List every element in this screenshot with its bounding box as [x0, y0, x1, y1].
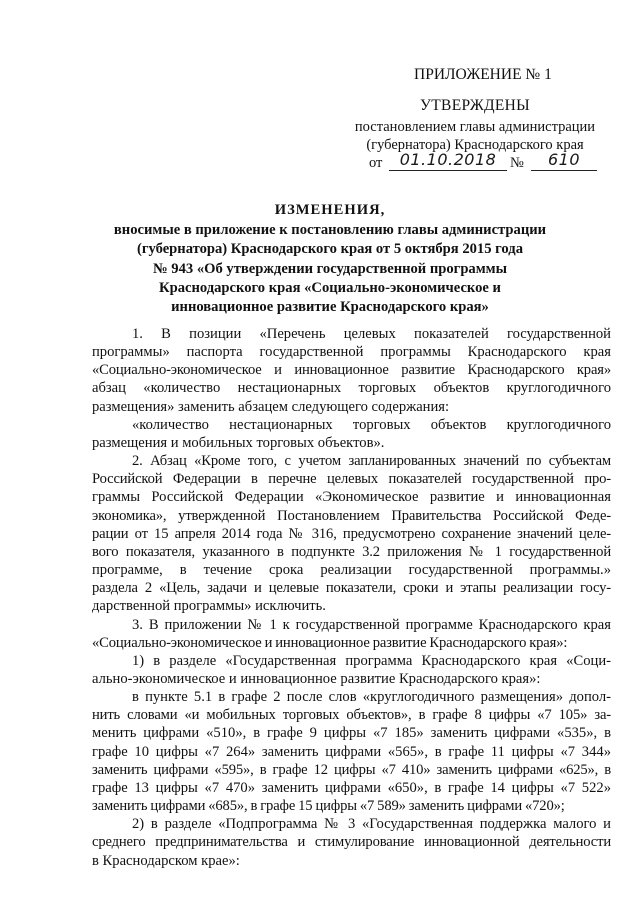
body-line: среднего предпринимательства и стимулирование инновационной деятельности: [92, 834, 611, 851]
body-line: 2. Абзац «Кроме того, с учетом запланированных значений по субъектам: [132, 453, 611, 470]
body-line: в пункте 5.1 в графе 2 после слов «круглогодичного размещения» допол-: [132, 689, 611, 706]
body-line: Российской Федерации в перечне целевых показателей государственной про-: [92, 471, 611, 488]
body-line: «количество нестационарных торговых объектов круглогодичного: [132, 416, 611, 433]
body-line: заменить цифрами «595», в графе 12 цифры «7 410» заменить цифрами «625», в: [92, 761, 611, 778]
date-prefix: от: [369, 155, 383, 171]
document-body: [92, 325, 611, 870]
heading-line: (губернатора) Краснодарского края от 5 октября 2015 года: [137, 241, 523, 258]
body-line: ально-экономическое и инновационное развитие Краснодарского края»:: [92, 670, 541, 687]
approval-block: [340, 97, 610, 155]
approved-title: УТВЕРЖДЕНЫ: [420, 97, 530, 114]
body-line: размещения» заменить абзацем следующего содержания:: [92, 398, 450, 415]
body-line: рации от 15 апреля 2014 года № 316, предусмотрено сохранение значений целе-: [92, 525, 611, 542]
body-line: граммы Российской Федерации «Экономическое развитие и инновационная: [92, 489, 611, 506]
document-heading: [60, 201, 600, 317]
body-line: заменить цифрами «685», в графе 15 цифры «7 589» заменить цифрами «720»;: [92, 798, 565, 815]
body-line: 1) в разделе «Государственная программа Краснодарского края «Соци-: [132, 652, 611, 669]
handwritten-date: 01.10.2018: [389, 150, 507, 171]
number-prefix: №: [510, 155, 524, 171]
date-number-line: [369, 150, 609, 173]
handwritten-number: 610: [531, 150, 597, 171]
body-line: программы» паспорта государственной программы Краснодарского края: [92, 344, 611, 361]
body-line: раздела 2 «Цель, задачи и целевые показатели, сроки и этапы реализации госу-: [92, 580, 611, 597]
body-line: программе, в течение срока реализации государственной программы.»: [92, 562, 611, 579]
body-line: абзац «количество нестационарных торговых объектов круглогодичного: [92, 380, 611, 397]
body-line: графе 13 цифры «7 470» заменить цифрами «650», в графе 14 цифры «7 522»: [92, 779, 611, 796]
approved-line-2: (губернатора) Краснодарского края: [366, 137, 584, 153]
body-line: графе 10 цифры «7 264» заменить цифрами «565», в графе 11 цифры «7 344»: [92, 743, 611, 760]
body-line: в Краснодарском крае»:: [92, 852, 240, 869]
body-line: менить цифрами «510», в графе 9 цифры «7 185» заменить цифрами «535», в: [92, 725, 611, 742]
body-line: «Социально-экономическое и инновационное развитие Краснодарского края»:: [92, 634, 568, 651]
appendix-label: ПРИЛОЖЕНИЕ № 1: [414, 66, 552, 83]
heading-line: Краснодарского края «Социально-экономическое и: [159, 279, 501, 296]
body-line: 3. В приложении № 1 к государственной программе Краснодарского края: [132, 616, 611, 633]
heading-title: ИЗМЕНЕНИЯ,: [274, 202, 386, 218]
heading-line: инновационное развитие Краснодарского края»: [171, 299, 489, 316]
approved-line-1: постановлением главы администрации: [354, 118, 596, 135]
body-line: дарственной программы» исключить.: [92, 598, 326, 615]
body-line: нить словами «и мобильных торговых объектов», в графе 8 цифры «7 105» за-: [92, 707, 611, 724]
body-line: экономика», утвержденной Постановлением Правительства Российской Феде-: [92, 507, 611, 524]
heading-line: вносимые в приложение к постановлению главы администрации: [113, 222, 547, 239]
body-line: «Социально-экономическое и инновационное развитие Краснодарского края»: [92, 362, 611, 379]
body-line: 2) в разделе «Подпрограмма № 3 «Государственная поддержка малого и: [132, 816, 611, 833]
body-line: размещения и мобильных торговых объектов».: [92, 434, 385, 451]
body-line: 1. В позиции «Перечень целевых показателей государственной: [132, 326, 611, 342]
heading-line: № 943 «Об утверждении государственной программы: [152, 260, 508, 277]
body-line: вого показателя, указанного в подпункте 3.2 приложения № 1 государственной: [92, 543, 611, 560]
